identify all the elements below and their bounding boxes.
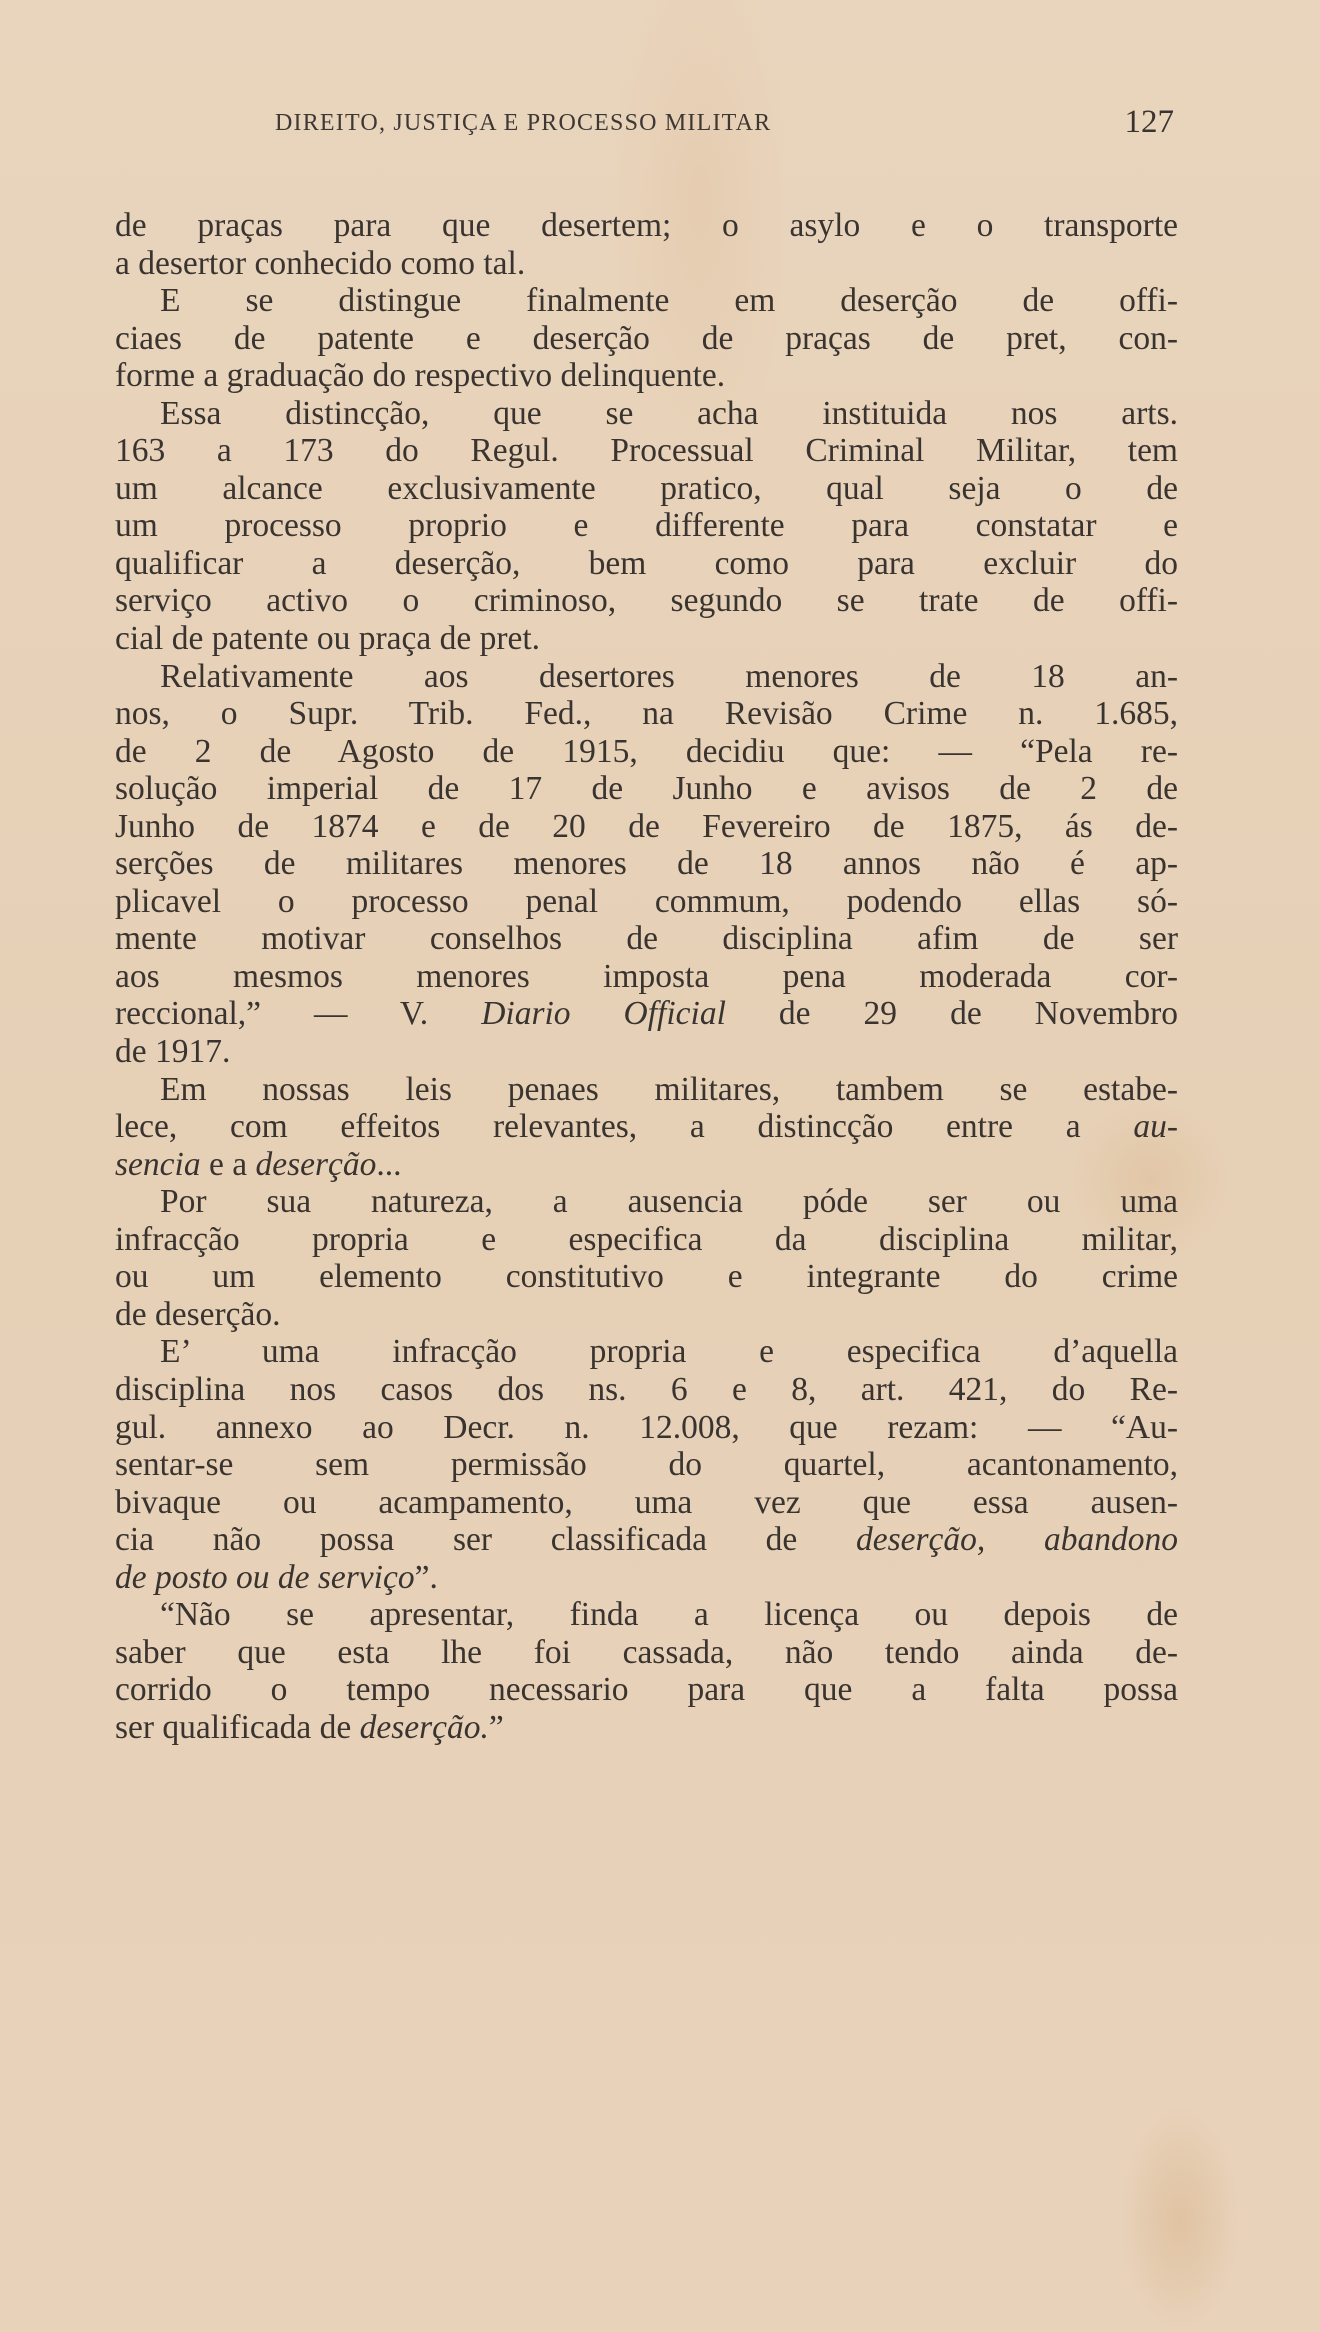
text-segment: corrido o tempo necessario para que a falta possa <box>115 1671 1178 1709</box>
text-line <box>115 1521 1178 1559</box>
running-header <box>115 104 1178 150</box>
text-line <box>115 995 1178 1033</box>
text-line <box>115 1484 1178 1522</box>
text-segment: de 29 de Novembro <box>725 995 1178 1033</box>
italic-text: deserção. <box>359 1708 489 1746</box>
page-number: 127 <box>1124 104 1174 140</box>
text-line <box>115 320 1178 358</box>
text-segment: Em nossas leis penaes militares, tambem se estabe- <box>160 1070 1178 1108</box>
text-segment: serviço activo o criminoso, segundo se trate de offi- <box>115 582 1178 620</box>
text-line <box>115 1634 1178 1672</box>
text-segment: e a <box>200 1145 256 1183</box>
text-line <box>115 770 1178 808</box>
text-segment: cia não possa ser classificada de <box>115 1521 856 1559</box>
text-line <box>115 1371 1178 1409</box>
text-segment: aos mesmos menores imposta pena moderada cor- <box>115 957 1178 995</box>
text-line <box>115 1258 1178 1296</box>
text-line <box>115 357 1178 395</box>
text-line <box>115 245 1178 283</box>
text-segment: serções de militares menores de 18 annos não é ap- <box>115 845 1178 883</box>
text-line <box>115 695 1178 733</box>
text-segment: ”. <box>414 1558 438 1596</box>
text-line <box>115 395 1178 433</box>
text-line <box>115 920 1178 958</box>
text-segment: E’ uma infracção propria e especifica d’aquella <box>160 1333 1178 1371</box>
italic-text: de posto ou de serviço <box>115 1558 415 1596</box>
italic-text: deserção <box>255 1145 377 1183</box>
text-segment: Relativamente aos desertores menores de 18 an- <box>160 657 1178 695</box>
italic-text: Diario Official <box>481 995 726 1033</box>
text-segment: ou um elemento constitutivo e integrante do crime <box>115 1258 1178 1296</box>
text-line <box>115 883 1178 921</box>
text-line <box>115 545 1178 583</box>
text-line <box>115 845 1178 883</box>
text-segment: ” <box>488 1708 504 1746</box>
text-line <box>115 1333 1178 1371</box>
text-line <box>115 808 1178 846</box>
italic-text: sencia <box>115 1145 201 1183</box>
text-line <box>115 1671 1178 1709</box>
text-segment: de deserção. <box>115 1295 281 1333</box>
text-line <box>115 507 1178 545</box>
text-line <box>115 1296 1178 1334</box>
text-line <box>115 1409 1178 1447</box>
text-line <box>115 1221 1178 1259</box>
text-segment: sentar-se sem permissão do quartel, acantonamento, <box>115 1446 1178 1484</box>
text-line <box>115 582 1178 620</box>
text-segment: um alcance exclusivamente pratico, qual seja o de <box>115 469 1178 507</box>
text-line <box>115 432 1178 470</box>
text-segment: de 2 de Agosto de 1915, decidiu que: — “Pela re- <box>115 732 1178 770</box>
text-segment: E se distingue finalmente em deserção de offi- <box>160 282 1178 320</box>
text-line <box>115 620 1178 658</box>
text-segment: bivaque ou acampamento, uma vez que essa ausen- <box>115 1483 1178 1521</box>
text-segment: Junho de 1874 e de 20 de Fevereiro de 1875, ás de- <box>115 807 1178 845</box>
text-segment: Essa distincção, que se acha instituida nos arts. <box>160 394 1178 432</box>
text-segment: disciplina nos casos dos ns. 6 e 8, art. 421, do Re- <box>115 1370 1178 1408</box>
text-line <box>115 470 1178 508</box>
text-line <box>115 1709 1178 1747</box>
text-segment: reccional,” — V. <box>115 995 482 1033</box>
text-segment: nos, o Supr. Trib. Fed., na Revisão Crime n. 1.685, <box>115 695 1178 733</box>
text-segment: infracção propria e especifica da disciplina militar, <box>115 1220 1178 1258</box>
text-line <box>115 1033 1178 1071</box>
text-segment: plicavel o processo penal commum, podendo ellas só- <box>115 882 1178 920</box>
text-line <box>115 1183 1178 1221</box>
text-segment: mente motivar conselhos de disciplina afim de ser <box>115 920 1178 958</box>
text-segment: forme a graduação do respectivo delinquente. <box>115 357 726 395</box>
italic-text: au- <box>1133 1108 1178 1146</box>
text-segment: ... <box>376 1145 402 1183</box>
italic-text: deserção, abandono <box>855 1521 1178 1559</box>
text-segment: qualificar a deserção, bem como para excluir do <box>115 544 1178 582</box>
text-line <box>115 733 1178 771</box>
text-segment: de 1917. <box>115 1033 231 1071</box>
text-segment: lece, com effeitos relevantes, a distincção entre a <box>115 1108 1134 1146</box>
text-line <box>115 282 1178 320</box>
text-line <box>115 1596 1178 1634</box>
text-line <box>115 1071 1178 1109</box>
text-segment: 163 a 173 do Regul. Processual Criminal Militar, tem <box>115 432 1178 470</box>
text-segment: gul. annexo ao Decr. n. 12.008, que rezam: — “Au- <box>115 1408 1178 1446</box>
text-segment: “Não se apresentar, finda a licença ou depois de <box>160 1596 1178 1634</box>
text-line <box>115 658 1178 696</box>
text-line <box>115 1146 1178 1184</box>
text-segment: cial de patente ou praça de pret. <box>115 620 541 658</box>
text-line <box>115 207 1178 245</box>
text-segment: solução imperial de 17 de Junho e avisos de 2 de <box>115 770 1178 808</box>
running-title: DIREITO, JUSTIÇA E PROCESSO MILITAR <box>275 110 772 136</box>
text-segment: Por sua natureza, a ausencia póde ser ou uma <box>160 1183 1178 1221</box>
text-line <box>115 958 1178 996</box>
text-line <box>115 1108 1178 1146</box>
text-segment: de praças para que desertem; o asylo e o transporte <box>115 207 1178 244</box>
text-segment: um processo proprio e differente para constatar e <box>115 507 1178 545</box>
text-segment: ciaes de patente e deserção de praças de pret, con- <box>115 319 1178 357</box>
text-line <box>115 1446 1178 1484</box>
text-segment: ser qualificada de <box>115 1708 360 1746</box>
text-line <box>115 1559 1178 1597</box>
text-segment: saber que esta lhe foi cassada, não tendo ainda de- <box>115 1633 1178 1671</box>
text-segment: a desertor conhecido como tal. <box>115 244 526 282</box>
body-text <box>115 207 1178 1746</box>
